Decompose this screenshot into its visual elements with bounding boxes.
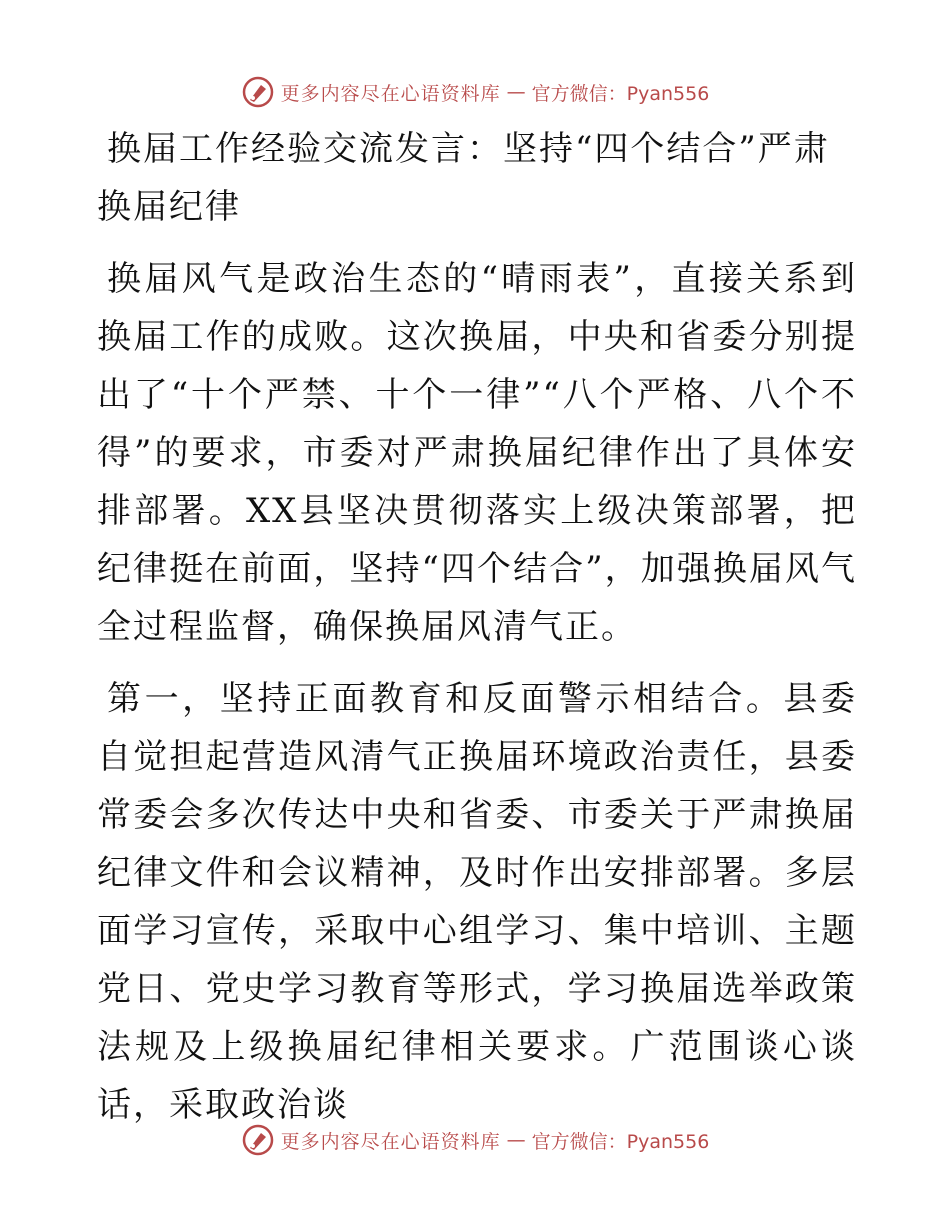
watermark-brand-text: 更多内容尽在心语资料库 <box>280 82 501 105</box>
document-body <box>97 120 857 1148</box>
paragraph-first-point: 第一，坚持正面教育和反面警示相结合。县委自觉担起营造风清气正换届环境政治责任，县委常委会多次传达中央和省委、市委关于严肃换届纪律文件和会议精神，及时作出安排部署。多层面学习宣传，采取中心组学习、集中培训、主题党日、党史学习教育等形式，学习换届选举政策法规及上级换届纪律相关要求。广范围谈心谈话，采取政治谈 <box>97 679 857 1125</box>
watermark-contact: 官方微信：Pyan556 <box>531 82 710 105</box>
paragraph-intro: 换届风气是政治生态的“晴雨表”，直接关系到换届工作的成败。这次换届，中央和省委分别提出了“十个严禁、十个一律”“八个严格、八个不得”的要求，市委对严肃换届纪律作出了具体安排部署。XX县坚决贯彻落实上级决策部署，把纪律挺在前面，坚持“四个结合”，加强换届风气全过程监督，确保换届风清气正。 <box>97 259 857 647</box>
document-title: 换届工作经验交流发言：坚持“四个结合”严肃换届纪律 <box>97 129 830 227</box>
pen-nib-icon <box>241 1123 275 1157</box>
watermark-separator: — <box>506 1129 526 1151</box>
watermark-contact: 官方微信：Pyan556 <box>531 1130 710 1153</box>
watermark-brand-text: 更多内容尽在心语资料库 <box>280 1130 501 1153</box>
footer-watermark <box>0 1120 950 1160</box>
header-watermark <box>0 72 950 112</box>
watermark-separator: — <box>506 81 526 103</box>
pen-nib-icon <box>241 75 275 109</box>
